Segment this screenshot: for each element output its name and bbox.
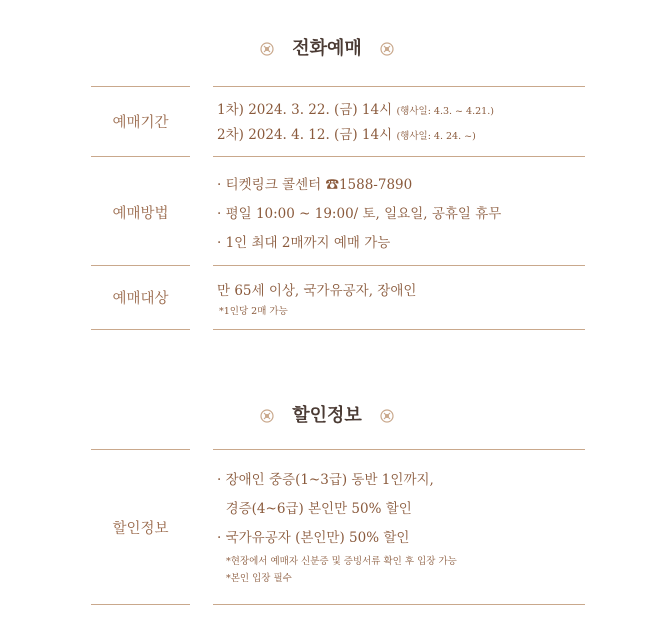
row-label-discount: 할인정보 — [112, 521, 169, 537]
method-line: · 티켓링크 콜센터 ☎1588-7890 — [217, 177, 413, 193]
method-line: · 1인 최대 2매까지 예매 가능 — [217, 235, 391, 251]
row-label-target: 예매대상 — [112, 291, 169, 307]
ornament-left-icon — [260, 407, 274, 421]
period-line-2-small: (행사일: 4. 24. ~) — [396, 131, 476, 142]
divider — [213, 265, 585, 266]
divider — [213, 86, 585, 87]
divider — [91, 86, 190, 87]
period-line-1-main: 1차) 2024. 3. 22. (금) 14시 — [217, 102, 393, 118]
period-line-2 — [217, 123, 476, 143]
row-label-method: 예매방법 — [112, 206, 169, 222]
section-title-discount — [0, 401, 654, 427]
period-line-1-small: (행사일: 4.3. ~ 4.21.) — [396, 106, 494, 117]
ornament-right-icon — [380, 407, 394, 421]
section-title-text: 전화예매 — [292, 38, 362, 59]
discount-line: 경증(4~6급) 본인만 50% 할인 — [217, 501, 412, 517]
period-line-1 — [217, 98, 494, 118]
method-line: · 평일 10:00 ~ 19:00/ 토, 일요일, 공휴일 휴무 — [217, 206, 502, 222]
section-title-phone — [0, 34, 654, 60]
divider — [91, 604, 190, 605]
divider — [213, 156, 585, 157]
ornament-right-icon — [380, 40, 394, 54]
discount-note: *본인 입장 필수 — [226, 573, 292, 584]
divider — [213, 329, 585, 330]
divider — [213, 604, 585, 605]
target-note: *1인당 2매 가능 — [219, 306, 288, 317]
divider — [91, 449, 190, 450]
discount-note: *현장에서 예매자 신분증 및 증빙서류 확인 후 입장 가능 — [226, 556, 457, 567]
divider — [91, 329, 190, 330]
row-label-period: 예매기간 — [112, 115, 169, 131]
discount-line: · 국가유공자 (본인만) 50% 할인 — [217, 530, 410, 546]
divider — [91, 265, 190, 266]
target-line: 만 65세 이상, 국가유공자, 장애인 — [217, 283, 417, 299]
period-line-2-main: 2차) 2024. 4. 12. (금) 14시 — [217, 127, 393, 143]
discount-line: · 장애인 중증(1~3급) 동반 1인까지, — [217, 472, 434, 488]
section-title-text: 할인정보 — [292, 405, 362, 426]
ornament-left-icon — [260, 40, 274, 54]
divider — [91, 156, 190, 157]
divider — [213, 449, 585, 450]
